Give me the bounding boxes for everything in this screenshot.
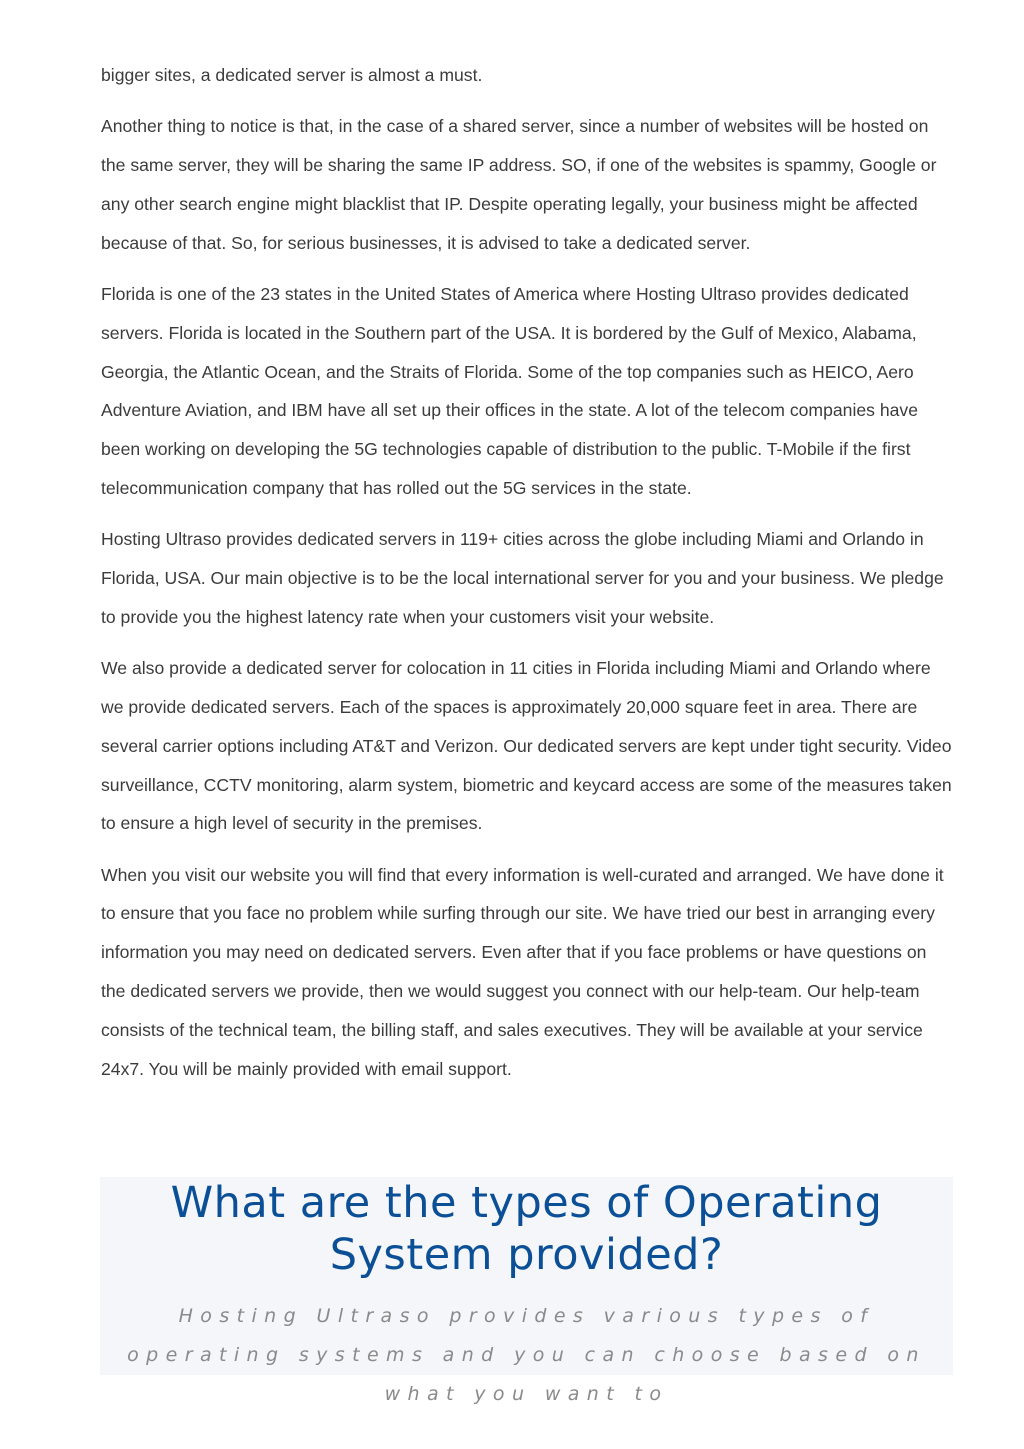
section-heading: What are the types of Operating System provided? bbox=[170, 1178, 883, 1280]
paragraph-florida-overview: Florida is one of the 23 states in the United States of America where Hosting Ultraso provides dedicated servers. Florida is located in the Southern part of the USA. It is bordered by the Gulf of Mexico, Alabama, Georgia, the Atlantic Ocean, and the Straits of Florida. Some of the top companies such as HEICO, Aero Adventure Aviation, and IBM have all set up their offices in the state. A lot of the telecom companies have been working on developing the 5G technologies capable of distribution to the public. T-Mobile if the first telecommunication company that has rolled out the 5G services in the state. bbox=[101, 283, 918, 498]
article-body bbox=[101, 56, 953, 1088]
paragraph-colocation: We also provide a dedicated server for colocation in 11 cities in Florida including Miami and Orlando where we provide dedicated servers. Each of the spaces is approximately 20,000 square feet in area. There are several carrier options including AT&T and Verizon. Our dedicated servers are kept under tight security. Video surveillance, CCTV monitoring, alarm system, biometric and keycard access are some of the measures taken to ensure a high level of security in the premises. bbox=[101, 658, 952, 834]
section-subtitle: Hosting Ultraso provides various types of operating systems and you can choose based on what you want to bbox=[127, 1305, 926, 1405]
paragraph-shared-server-ip: Another thing to notice is that, in the case of a shared server, since a number of websites will be hosted on the same server, they will be sharing the same IP address. SO, if one of the websites is spammy, Google or any other search engine might blacklist that IP. Despite operating legally, your business might be affected because of that. So, for serious businesses, it is advised to take a dedicated server. bbox=[101, 116, 937, 253]
os-types-section bbox=[100, 1177, 953, 1405]
paragraph-dedicated-server-intro: bigger sites, a dedicated server is almost a must. bbox=[101, 65, 483, 85]
paragraph-website-support: When you visit our website you will find that every information is well-curated and arranged. We have done it to ensure that you face no problem while surfing through our site. We have tried our best in arranging every information you may need on dedicated servers. Even after that if you face problems or have questions on the dedicated servers we provide, then we would suggest you connect with our help-team. Our help-team consists of the technical team, the billing staff, and sales executives. They will be available at your service 24x7. You will be mainly provided with email support. bbox=[101, 864, 944, 1079]
paragraph-hosting-cities: Hosting Ultraso provides dedicated servers in 119+ cities across the globe including Miami and Orlando in Florida, USA. Our main objective is to be the local international server for you and your business. We pledge to provide you the highest latency rate when your customers visit your website. bbox=[101, 529, 944, 627]
